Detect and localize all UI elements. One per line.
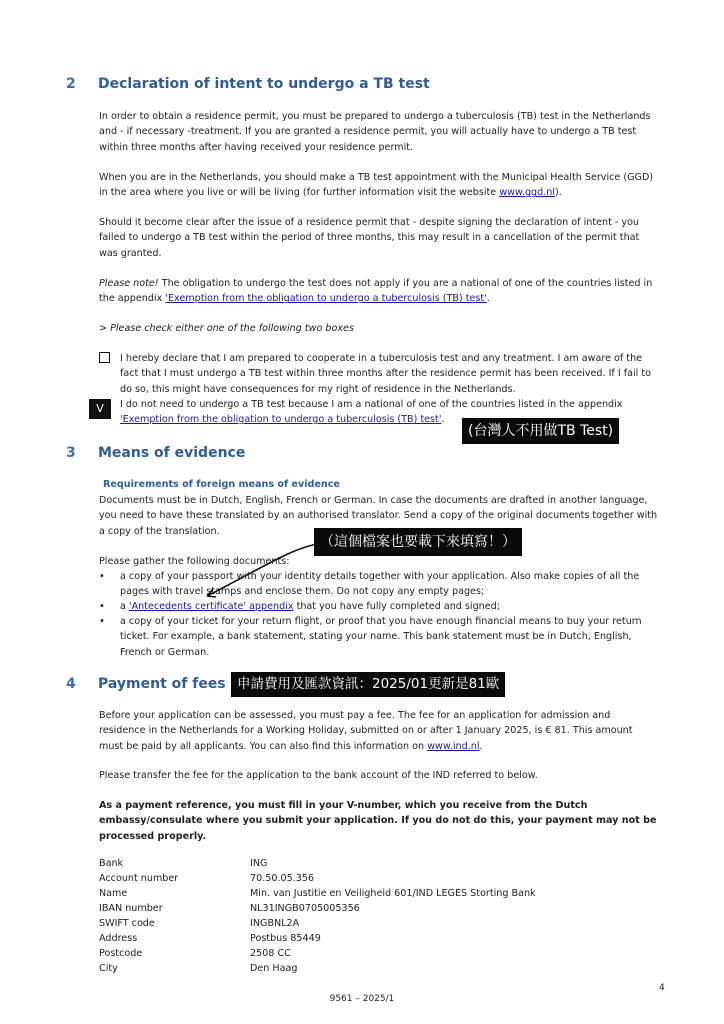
section-3-title: Means of evidence bbox=[98, 445, 246, 461]
gather-documents-text: Please gather the following documents: bbox=[99, 556, 290, 567]
tb-declare-checkbox[interactable] bbox=[99, 352, 110, 363]
ind-link[interactable]: www.ind.nl bbox=[427, 740, 480, 752]
page-number: 4 bbox=[659, 983, 665, 993]
foreign-evidence-subheading: Requirements of foreign means of evidence bbox=[103, 479, 340, 490]
cancellation-paragraph: Should it become clear after the issue of a residence permit that - despite signing the declaration of intent - you failed to undergo a TB test within the period of three months, this may result in a cancellation of the permit that was granted. bbox=[99, 217, 640, 259]
annotation-tb-test: (台灣人不用做TB Test) bbox=[462, 418, 619, 444]
account-name-value: Min. van Justitie en Veiligheid 601/IND LEGES Storting Bank bbox=[250, 888, 536, 899]
bullet-icon: • bbox=[99, 616, 105, 627]
account-name-label: Name bbox=[99, 888, 128, 899]
tb-exempt-checkbox-checked[interactable]: V bbox=[89, 399, 111, 419]
section-3-number: 3 bbox=[66, 445, 76, 461]
return-ticket-item: a copy of your ticket for your return flight, or proof that you have enough financial means to buy your return ticket. For example, a bank statement, stating your name. This bank statement must be in Dutch, English, French or German. bbox=[120, 616, 642, 658]
fee-paragraph: Before your application can be assessed, you must pay a fee. The fee for an application for admission and residence in the Netherlands for a Working Holiday, submitted on or after 1 January 2025, is € 81. This amount must be paid by all applicants. You can also find this information on www.ind.nl. bbox=[99, 710, 633, 752]
city-value: Den Haag bbox=[250, 963, 298, 974]
swift-value: INGBNL2A bbox=[250, 918, 300, 929]
annotation-fill-in: （這個檔案也要載下來填寫！） bbox=[314, 528, 522, 556]
address-value: Postbus 85449 bbox=[250, 933, 321, 944]
postcode-label: Postcode bbox=[99, 948, 143, 959]
address-label: Address bbox=[99, 933, 138, 944]
section-2-title: Declaration of intent to undergo a TB test bbox=[98, 76, 430, 92]
bank-label: Bank bbox=[99, 858, 124, 869]
ggd-link[interactable]: www.ggd.nl bbox=[499, 187, 556, 199]
passport-copy-item: a copy of your passport with your identity details together with your application. Also make copies of all the pages with travel stamps and enclose them. Do not copy any empty pages; bbox=[120, 571, 640, 598]
swift-label: SWIFT code bbox=[99, 918, 155, 929]
iban-label: IBAN number bbox=[99, 903, 163, 914]
postcode-value: 2508 CC bbox=[250, 948, 291, 959]
evidence-language-paragraph: Documents must be in Dutch, English, French or German. In case the documents are drafted in another language, you need to have these translated by an authorised translator. Send a copy of the original documents together with a copy of the translation. bbox=[99, 495, 658, 537]
antecedents-item: a 'Antecedents certificate' appendix that you have fully completed and signed; bbox=[120, 601, 500, 612]
ggd-paragraph: When you are in the Netherlands, you should make a TB test appointment with the Municipal Health Service (GGD) in the area where you live or will be living (for further information visit the website www.ggd.nl). bbox=[99, 172, 654, 199]
section-4-number: 4 bbox=[66, 676, 76, 692]
tb-exemption-link-2[interactable]: 'Exemption from the obligation to undergo a tuberculosis (TB) test' bbox=[120, 414, 442, 426]
bullet-icon: • bbox=[99, 601, 105, 612]
iban-value: NL31INGB0705005356 bbox=[250, 903, 360, 914]
please-note-paragraph: Please note! The obligation to undergo the test does not apply if you are a national of one of the countries listed in the appendix 'Exemption from the obligation to undergo a tuberculosis (TB) test'. bbox=[99, 278, 653, 305]
antecedents-certificate-link[interactable]: 'Antecedents certificate' appendix bbox=[128, 601, 294, 612]
annotation-fee-info: 申請費用及匯款資訊：2025/01更新是81歐 bbox=[231, 672, 505, 697]
transfer-instruction: Please transfer the fee for the application to the bank account of the IND referred to below. bbox=[99, 770, 538, 781]
check-instruction: > Please check either one of the following two boxes bbox=[99, 323, 354, 334]
tb-intro-paragraph: In order to obtain a residence permit, you must be prepared to undergo a tuberculosis (TB) test in the Netherlands and - if necessary -treatment. If you are granted a residence permit, you will actually have to undergo a TB test within three months after having received your residence permit. bbox=[99, 111, 651, 153]
section-2-number: 2 bbox=[66, 76, 76, 92]
section-4-title: Payment of fees bbox=[98, 676, 226, 692]
form-code-footer: 9561 – 2025/1 bbox=[329, 994, 395, 1004]
bank-value: ING bbox=[250, 858, 268, 869]
tb-declare-option-text: I hereby declare that I am prepared to cooperate in a tuberculosis test and any treatment. I am aware of the fact that I must undergo a TB test within three months after the residence permit has been received. If I fail to do so, this might have consequences for my right of residence in the Netherlands. bbox=[120, 353, 651, 395]
bullet-icon: • bbox=[99, 571, 105, 582]
payment-reference-notice: As a payment reference, you must fill in your V-number, which you receive from the Dutch embassy/consulate where you submit your application. If you do not do this, your payment may not be processed properly. bbox=[99, 800, 657, 842]
tb-exempt-option-text: I do not need to undergo a TB test because I am a national of one of the countries listed in the appendix 'Exemption from the obligation to undergo a tuberculosis (TB) test'. bbox=[120, 399, 623, 426]
account-number-value: 70.50.05.356 bbox=[250, 873, 315, 884]
account-number-label: Account number bbox=[99, 873, 179, 884]
tb-exemption-link[interactable]: 'Exemption from the obligation to undergo a tuberculosis (TB) test' bbox=[165, 293, 487, 305]
city-label: City bbox=[99, 963, 118, 974]
